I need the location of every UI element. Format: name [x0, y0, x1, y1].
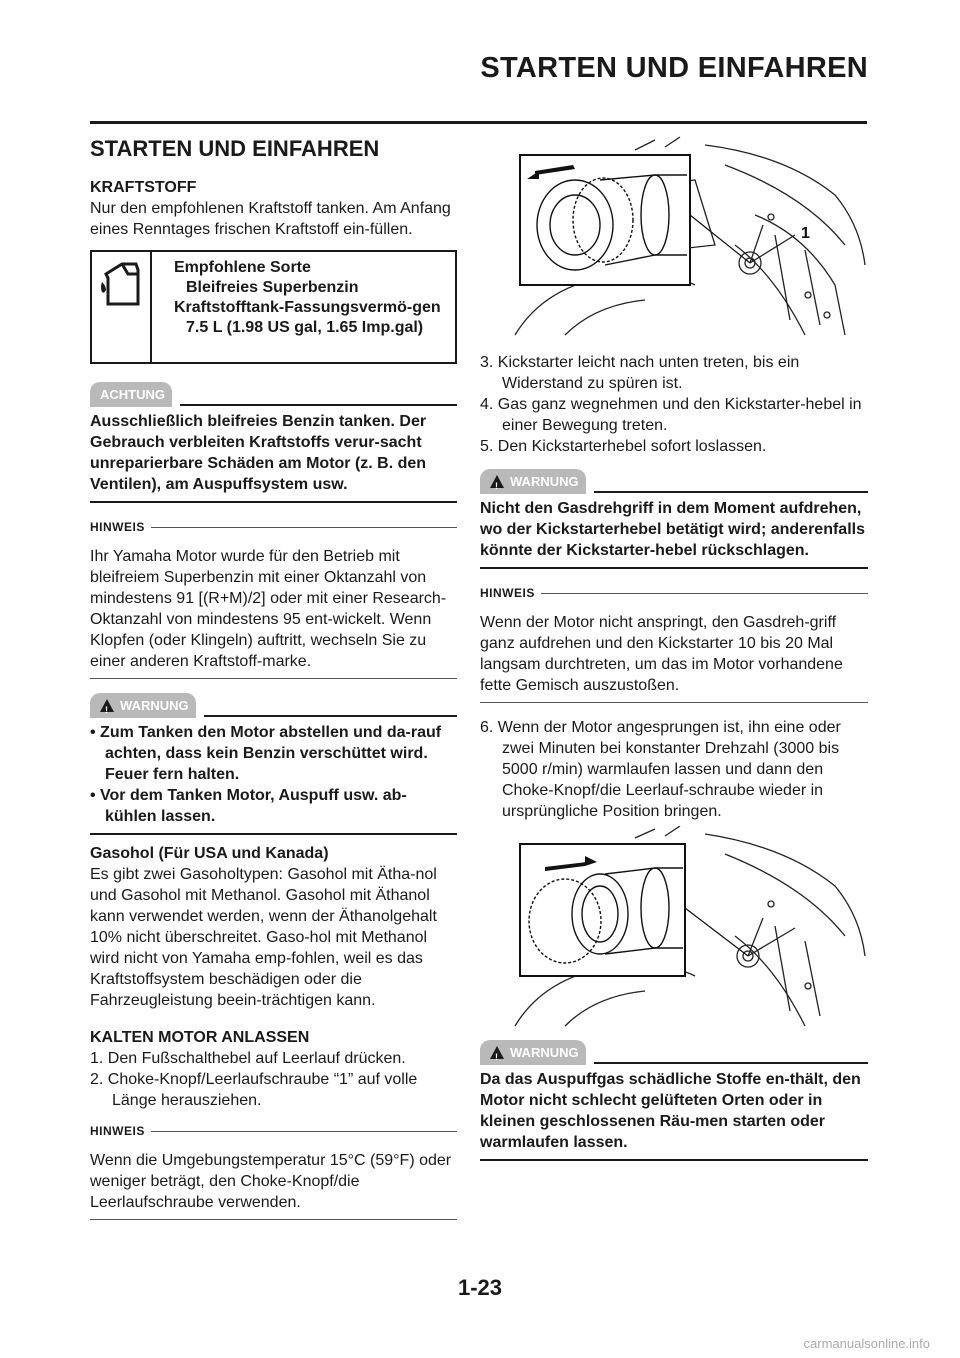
note-text-1: Ihr Yamaha Motor wurde für den Betrieb mit bleifreiem Superbenzin mit einer Oktanzahl von mindestens 91 [(R+M)/2] oder mit einer Research-Oktanzahl von mindestens 95 ent-wickelt. Wenn Klopfen (oder Klingeln) auftritt, wechseln Sie zu einer anderen Kraftstoff-marke.	[90, 548, 447, 670]
note-header-1: HINWEIS	[90, 517, 457, 538]
figure-callout-1: 1	[801, 225, 810, 242]
warning-badge-1: ! WARNUNG	[90, 693, 196, 718]
spec-box	[90, 250, 457, 364]
step-6: 6. Wenn der Motor angesprungen ist, ihn eine oder zwei Minuten bei konstanter Drehzahl (3000 bis 5000 r/min) warmlaufen lassen und dann den Choke-Knopf/die Leerlauf-schraube wieder in ursprüngliche Position bringen.	[480, 719, 841, 820]
warning-header-2	[480, 469, 868, 494]
warning-header-1	[90, 693, 457, 718]
running-header: STARTEN UND EINFAHREN	[480, 52, 868, 84]
figure-choke-pulled	[505, 135, 870, 340]
warning-icon	[100, 699, 114, 712]
left-column	[90, 138, 457, 1234]
gasohol-heading: Gasohol (Für USA und Kanada)	[90, 845, 329, 862]
step-5: 5. Den Kickstarterhebel sofort loslassen.	[480, 438, 767, 455]
cold-step-1: 1. Den Fußschalthebel auf Leerlauf drücken.	[90, 1050, 406, 1067]
note-header-3: HINWEIS	[480, 583, 868, 604]
warning3-text: Da das Auspuffgas schädliche Stoffe en-thält, den Motor nicht schlecht gelüfteten Orten oder in kleinen geschlossenen Räu-men starten oder warmlaufen lassen.	[480, 1071, 861, 1151]
step-3: 3. Kickstarter leicht nach unten treten, bis ein Widerstand zu spüren ist.	[480, 354, 800, 392]
right-column-bottom	[480, 1040, 868, 1175]
warning1-bullet-1: • Zum Tanken den Motor abstellen und da-rauf achten, dass kein Benzin verschüttet wird. Feuer fern halten.	[90, 724, 442, 783]
watermark: carmanualsonline.info	[803, 1336, 930, 1351]
caution-header	[90, 382, 457, 407]
fuel-can-icon	[92, 252, 152, 362]
warning-header-3	[480, 1040, 868, 1065]
cold-step-2: 2. Choke-Knopf/Leerlaufschraube “1” auf volle Länge herausziehen.	[90, 1071, 418, 1109]
caution-badge: ACHTUNG	[90, 382, 172, 407]
warning-badge-3: ! WARNUNG	[480, 1040, 586, 1065]
header-rule	[90, 121, 867, 124]
step-4: 4. Gas ganz wegnehmen und den Kickstarter-hebel in einer Bewegung treten.	[480, 396, 862, 434]
caution-text: Ausschließlich bleifreies Benzin tanken. Der Gebrauch verbleiten Kraftstoffs verur-sacht unreparierbare Schäden am Motor (z. B. den Ventilen), am Auspuffsystem usw.	[90, 413, 427, 493]
spec-label-capacity: Kraftstofftank-Fassungsvermö-gen	[174, 299, 441, 316]
warning-icon	[490, 475, 504, 488]
spec-value-capacity: 7.5 L (1.98 US gal, 1.65 Imp.gal)	[186, 319, 424, 336]
note-text-3: Wenn der Motor nicht anspringt, den Gasdreh-griff ganz aufdrehen und den Kickstarter 10 bis 20 Mal langsam durchtreten, um das im Motor vorhandene fette Gemisch auszustoßen.	[480, 614, 843, 694]
warning-badge-2: ! WARNUNG	[480, 469, 586, 494]
section-title: STARTEN UND EINFAHREN	[90, 136, 380, 161]
warning2-text: Nicht den Gasdrehgriff in dem Moment aufdrehen, wo der Kickstarterhebel betätigt wird; anderenfalls könnte der Kickstarter-hebel rückschlagen.	[480, 500, 865, 559]
warning-icon	[490, 1046, 504, 1059]
right-column-top	[480, 352, 868, 822]
figure-choke-pushed	[505, 826, 870, 1031]
fuel-heading: KRAFTSTOFF	[90, 179, 197, 196]
cold-start-heading: KALTEN MOTOR ANLASSEN	[90, 1029, 310, 1046]
fuel-text: Nur den empfohlenen Kraftstoff tanken. Am Anfang eines Renntages frischen Kraftstoff ein-füllen.	[90, 200, 451, 238]
note-header-2: HINWEIS	[90, 1121, 457, 1142]
note-text-2: Wenn die Umgebungstemperatur 15°C (59°F) oder weniger beträgt, den Choke-Knopf/die Leerlaufschraube verwenden.	[90, 1152, 452, 1211]
gasohol-text: Es gibt zwei Gasoholtypen: Gasohol mit Ätha-nol und Gasohol mit Methanol. Gasohol mit Äthanol kann verwendet werden, wenn der Äthanolgehalt 10% nicht überschreitet. Gaso-hol mit Methanol wird nicht von Yamaha emp-fohlen, weil es das Kraftstoffsystem beschädigen oder die Fahrzeugleistung beein-trächtigen kann.	[90, 866, 437, 1009]
spec-label-grade: Empfohlene Sorte	[174, 259, 311, 276]
page-number: 1-23	[457, 1275, 503, 1300]
warning1-bullet-2: • Vor dem Tanken Motor, Auspuff usw. ab-kühlen lassen.	[90, 787, 407, 825]
spec-value-grade: Bleifreies Superbenzin	[186, 279, 359, 296]
